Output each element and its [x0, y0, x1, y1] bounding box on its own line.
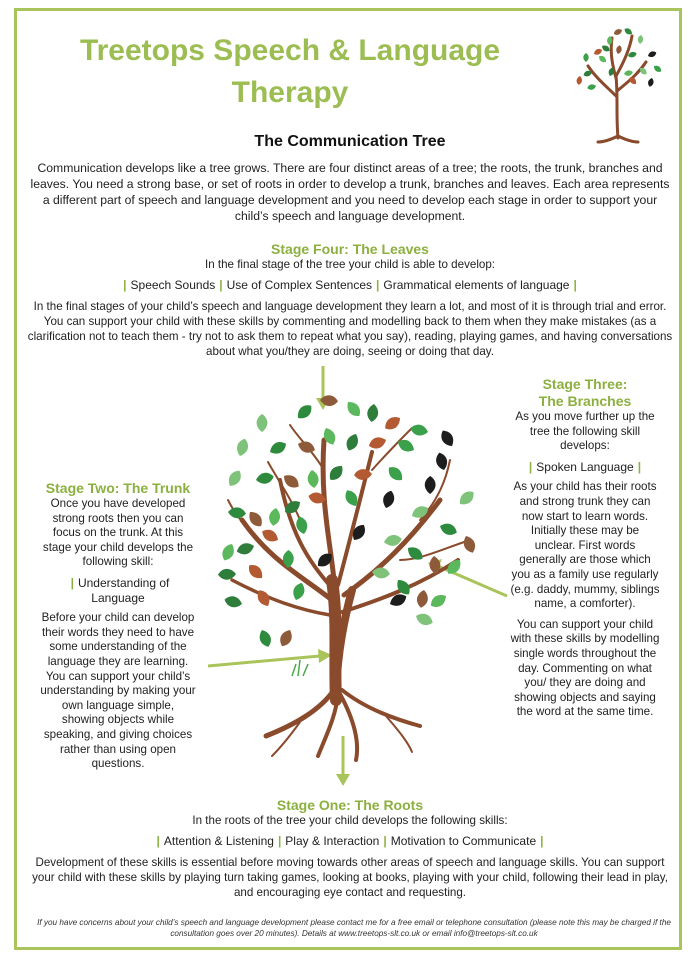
- stage-one-title: Stage One: The Roots: [276, 797, 424, 813]
- leaf-shape: [597, 54, 607, 64]
- leaf-shape: [587, 83, 597, 90]
- title-line-2: Therapy: [231, 76, 349, 109]
- skill-item: Grammatical elements of language: [383, 278, 570, 292]
- leaf-shape: [615, 45, 622, 55]
- stage-three-title-line-1: Stage Three:: [542, 376, 628, 392]
- skill-item: Motivation to Communicate: [390, 834, 537, 848]
- stage-three-body-2: You can support your child with these skills by modelling single words throughout the day. Commenting on what you/ they are doing and showing objects and saying the word at the same time.: [510, 617, 660, 719]
- skill-item: Spoken Language: [536, 459, 634, 474]
- stage-three-lead: As you move further up the tree the following skill develops:: [515, 410, 655, 453]
- stage-one-lead: In the roots of the tree your child develops the following skills:: [192, 814, 508, 827]
- skill-item: Attention & Listening: [163, 834, 274, 848]
- title-line-1: Treetops Speech & Language: [79, 34, 501, 67]
- section-heading: The Communication Tree: [254, 133, 446, 150]
- stage-two-title: Stage Two: The Trunk: [45, 480, 191, 496]
- page-title: [60, 30, 520, 114]
- skill-item: Understanding of Language: [77, 575, 170, 605]
- stage-two-section: [40, 480, 196, 778]
- leaf-shape: [647, 77, 655, 87]
- leaf-shape: [647, 50, 657, 58]
- stage-two-lead: Once you have developed strong roots then you can focus on the trunk. At this stage your child develops the following skill:: [42, 497, 194, 569]
- stage-one-body: Development of these skills is essential before moving towards other areas of speech and language skills. You can support your child with these skills by playing turn taking games, looking at books, playing with your child, following their lead in play, and encouraging eye contact and requesting.: [32, 856, 668, 899]
- leaf-shape: [613, 28, 623, 37]
- leaf-shape: [601, 44, 611, 53]
- stage-one-skills: | Attention & Listening | Play & Interaction | Motivation to Communicate |: [156, 834, 544, 848]
- stage-four-skills: | Speech Sounds | Use of Complex Sentences | Grammatical elements of language |: [123, 278, 577, 292]
- stage-four-section: [24, 242, 676, 359]
- leaf-shape: [652, 64, 662, 74]
- stage-four-title: Stage Four: The Leaves: [271, 241, 429, 257]
- leaf-shape: [593, 47, 603, 56]
- stage-four-body: In the final stages of your child’s speech and language development they learn a lot, and most of it is through trial and error. You can support your child with these skills by commenting and modelling back to them when they make mistakes (as a clarification not to teach them - try not to ask them to repeat what you say), reading, playing games, and having conversations about what you/they are doing, seeing or doing that day.: [27, 300, 673, 358]
- stage-three-skill: | Spoken Language |: [528, 459, 642, 474]
- stage-four-lead: In the final stage of the tree your child is able to develop:: [204, 258, 496, 271]
- stage-one-section: [24, 798, 676, 900]
- stage-two-skill: | Understanding of Language: [70, 575, 170, 605]
- stage-three-title-line-2: The Branches: [538, 393, 632, 409]
- skill-item: Speech Sounds: [130, 278, 216, 292]
- skill-item: Play & Interaction: [285, 834, 380, 848]
- skill-item: Use of Complex Sentences: [226, 278, 373, 292]
- leaf-shape: [576, 76, 583, 86]
- footer-contact-note: If you have concerns about your child’s speech and language development please contact me for a free email or telephone consultation (please note this may be charged if the consultation goes over 20 minutes). Details at www.treetops-slt.co.uk or email info@treetops-slt.co.uk: [37, 918, 671, 938]
- stage-three-section: [510, 376, 660, 726]
- leaf-shape: [623, 70, 633, 77]
- leaf-shape: [637, 35, 643, 45]
- logo-tree-icon: [566, 16, 666, 146]
- intro-paragraph: Communication develops like a tree grows. There are four distinct areas of a tree; the roots, the trunk, branches and leaves. You need a strong base, or set of roots in order to develop a trunk, branches and leaves. Each area represents a different part of speech and language development and you need to develop each stage in order to support your child’s speech and language development.: [30, 161, 670, 223]
- stage-two-body: Before your child can develop their words they need to have some understanding of the language they are learning. You can support your child’s understanding by making your own language simple, showing objects while speaking, and giving choices rather than using open questions.: [40, 611, 196, 771]
- stage-three-body-1: As your child has their roots and strong trunk they can now start to learn words. Initially these may be unclear. First words generally are those which you as a family use regularly (e.g. daddy, mummy, siblings name, a comforter).: [510, 480, 660, 611]
- leaf-shape: [583, 53, 588, 62]
